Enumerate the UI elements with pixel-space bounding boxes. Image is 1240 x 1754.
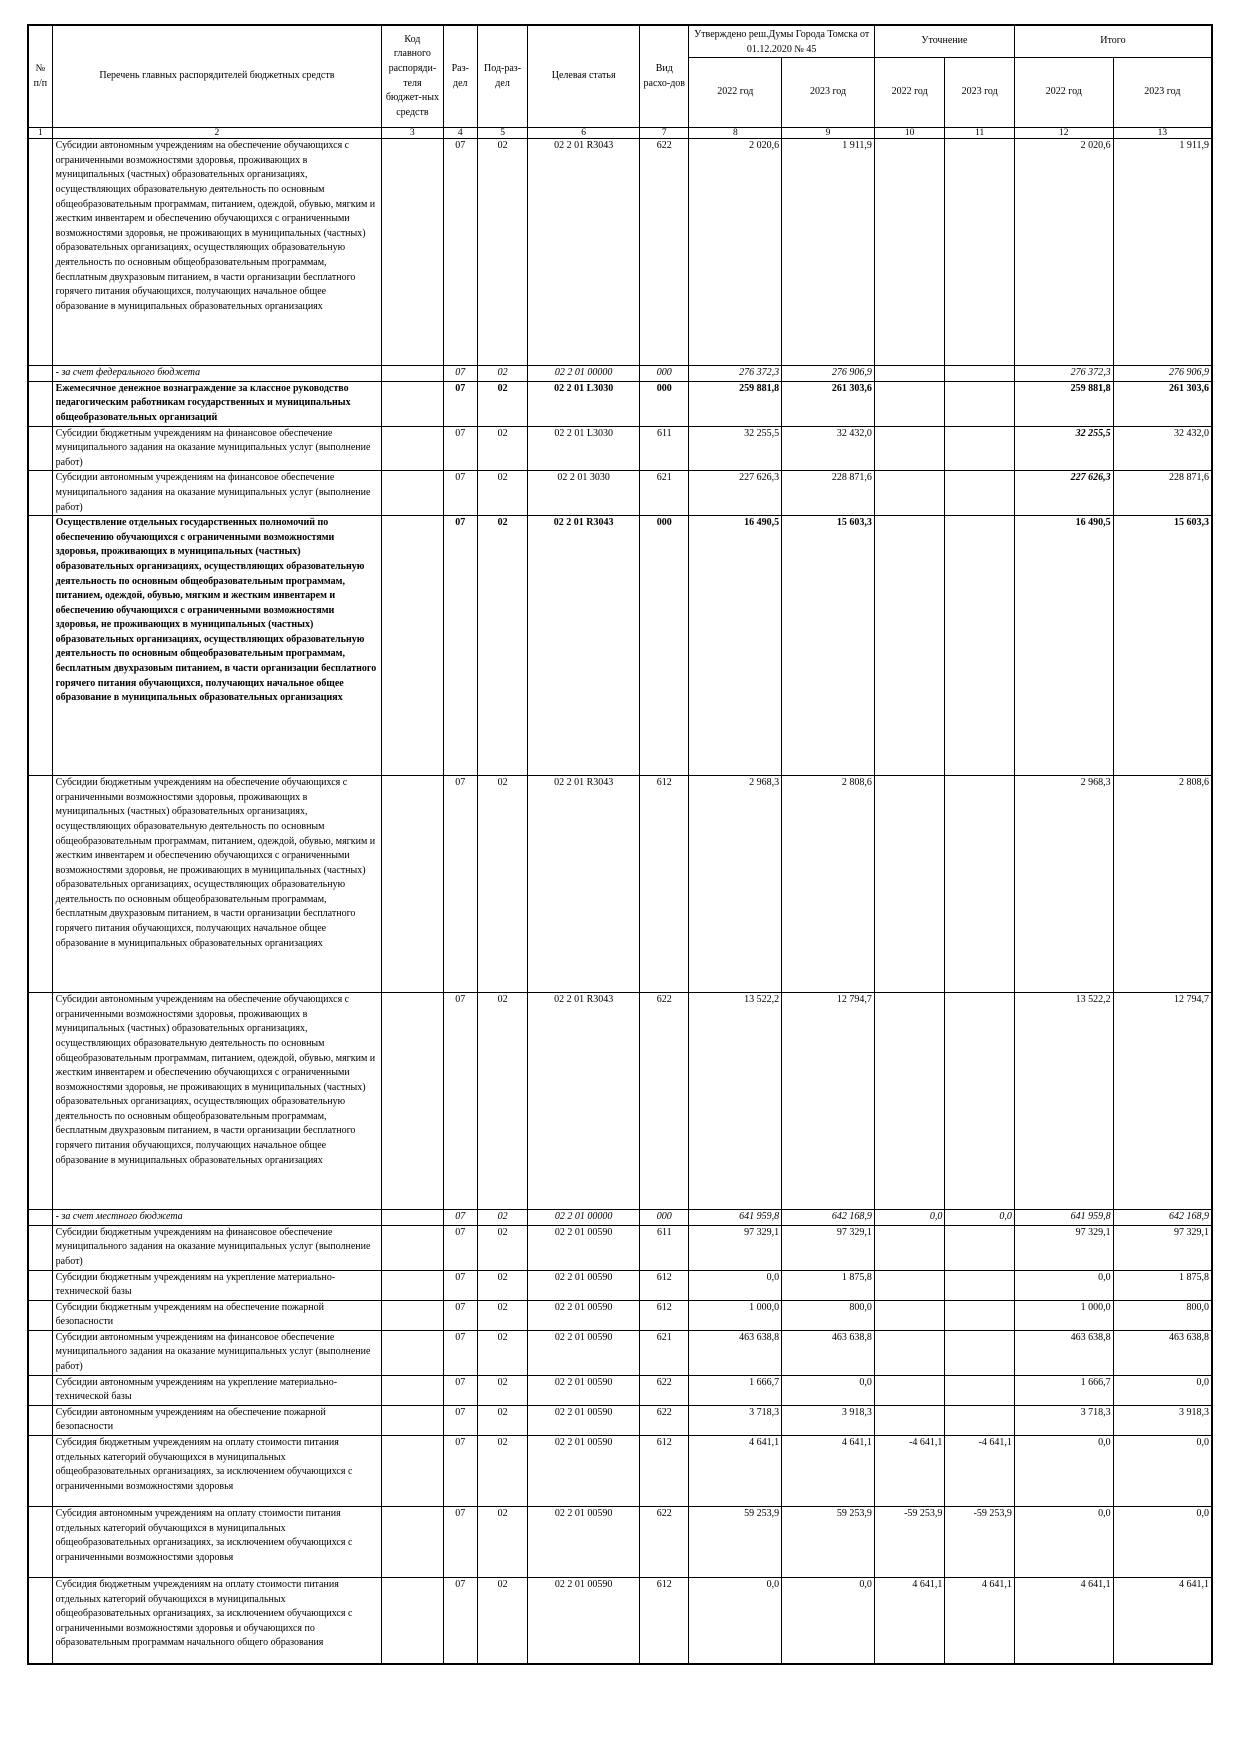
column-number: 2 xyxy=(52,128,382,139)
cell-empty xyxy=(382,366,443,382)
cell-podrazdel: 02 xyxy=(477,139,527,366)
cell-u22 xyxy=(874,993,945,1210)
cell-article: 02 2 01 00590 xyxy=(528,1436,640,1507)
cell-podrazdel: 02 xyxy=(477,993,527,1210)
cell-t22: 97 329,1 xyxy=(1014,1225,1113,1270)
cell-a23: 276 906,9 xyxy=(782,366,875,382)
cell-article: 02 2 01 R3043 xyxy=(528,139,640,366)
cell-a22: 1 000,0 xyxy=(689,1300,782,1330)
cell-article: 02 2 01 00590 xyxy=(528,1578,640,1664)
cell-article: 02 2 01 R3043 xyxy=(528,776,640,993)
cell-u22 xyxy=(874,1225,945,1270)
cell-empty xyxy=(382,993,443,1210)
cell-a22: 97 329,1 xyxy=(689,1225,782,1270)
cell-a23: 0,0 xyxy=(782,1375,875,1405)
cell-t23: 12 794,7 xyxy=(1113,993,1212,1210)
cell-t22: 2 020,6 xyxy=(1014,139,1113,366)
cell-razdel: 07 xyxy=(443,1375,477,1405)
cell-a22: 59 253,9 xyxy=(689,1507,782,1578)
cell-u23 xyxy=(945,366,1015,382)
cell-vid: 621 xyxy=(640,471,689,516)
cell-podrazdel: 02 xyxy=(477,1436,527,1507)
cell-t23: 276 906,9 xyxy=(1113,366,1212,382)
cell-a22: 4 641,1 xyxy=(689,1436,782,1507)
cell-a23: 463 638,8 xyxy=(782,1330,875,1375)
cell-a23: 32 432,0 xyxy=(782,426,875,471)
cell-podrazdel: 02 xyxy=(477,1225,527,1270)
cell-t23: 228 871,6 xyxy=(1113,471,1212,516)
cell-empty xyxy=(382,471,443,516)
cell-u22 xyxy=(874,1405,945,1435)
cell-t23: 642 168,9 xyxy=(1113,1210,1212,1226)
cell-name: - за счет местного бюджета xyxy=(52,1210,382,1226)
cell-a23: 261 303,6 xyxy=(782,381,875,426)
cell-u23: 0,0 xyxy=(945,1210,1015,1226)
cell-a22: 276 372,3 xyxy=(689,366,782,382)
header-total: Итого xyxy=(1014,25,1212,58)
cell-empty xyxy=(382,1405,443,1435)
cell-razdel: 07 xyxy=(443,381,477,426)
cell-razdel: 07 xyxy=(443,1270,477,1300)
cell-a23: 4 641,1 xyxy=(782,1436,875,1507)
cell-razdel: 07 xyxy=(443,516,477,776)
table-row xyxy=(28,471,1212,516)
cell-podrazdel: 02 xyxy=(477,1210,527,1226)
cell-podrazdel: 02 xyxy=(477,1578,527,1664)
column-number: 9 xyxy=(782,128,875,139)
cell-vid: 622 xyxy=(640,139,689,366)
cell-a22: 259 881,8 xyxy=(689,381,782,426)
cell-vid: 000 xyxy=(640,381,689,426)
cell-t23: 0,0 xyxy=(1113,1507,1212,1578)
cell-podrazdel: 02 xyxy=(477,1375,527,1405)
cell-empty xyxy=(382,516,443,776)
cell-name: Субсидии автономным учреждениям на обеспечение обучающихся с ограниченными возможностями здоровья, проживающих в муниципальных (частных) образовательных организациях, осуществляющих образовательную деятельность по основным общеобразовательным программам, питанием, одеждой, обувью, мягким и жестким инвентарем и обеспечению обучающихся с ограниченными возможностями здоровья, не проживающих в муниципальных (частных) образовательных организациях, осуществляющих образовательную деятельность по основным общеобразовательным программам, бесплатным двухразовым питанием, в части организации бесплатного горячего питания обучающихся, получающих начальное общее образование в муниципальных образовательных организациях xyxy=(52,139,382,366)
cell-empty xyxy=(28,1300,52,1330)
cell-u23 xyxy=(945,1225,1015,1270)
cell-u23: -59 253,9 xyxy=(945,1507,1015,1578)
cell-empty xyxy=(382,1225,443,1270)
cell-t22: 3 718,3 xyxy=(1014,1405,1113,1435)
cell-a23: 97 329,1 xyxy=(782,1225,875,1270)
cell-empty xyxy=(28,1375,52,1405)
cell-razdel: 07 xyxy=(443,1436,477,1507)
cell-empty xyxy=(28,1330,52,1375)
cell-name: Субсидия бюджетным учреждениям на оплату стоимости питания отдельных категорий обучающихся в муниципальных общеобразовательных организациях, за исключением обучающихся с ограниченными возможностями здоровья и обучающихся по образовательным программам начального общего образования xyxy=(52,1578,382,1664)
cell-name: Субсидии автономным учреждениям на укрепление материально-технической базы xyxy=(52,1375,382,1405)
cell-podrazdel: 02 xyxy=(477,516,527,776)
table-row xyxy=(28,139,1212,366)
cell-name: Субсидии бюджетным учреждениям на укрепление материально-технической базы xyxy=(52,1270,382,1300)
cell-podrazdel: 02 xyxy=(477,776,527,993)
cell-empty xyxy=(28,1405,52,1435)
cell-name: Субсидии бюджетным учреждениям на обеспечение пожарной безопасности xyxy=(52,1300,382,1330)
cell-u23 xyxy=(945,139,1015,366)
header-name: Перечень главных распорядителей бюджетных средств xyxy=(52,25,382,128)
cell-name: - за счет федерального бюджета xyxy=(52,366,382,382)
column-number: 6 xyxy=(528,128,640,139)
cell-empty xyxy=(28,139,52,366)
cell-empty xyxy=(382,1507,443,1578)
table-row xyxy=(28,1210,1212,1226)
cell-t23: 1 911,9 xyxy=(1113,139,1212,366)
cell-a22: 1 666,7 xyxy=(689,1375,782,1405)
cell-u22: -4 641,1 xyxy=(874,1436,945,1507)
cell-t23: 261 303,6 xyxy=(1113,381,1212,426)
cell-name: Субсидии автономным учреждениям на обеспечение пожарной безопасности xyxy=(52,1405,382,1435)
cell-article: 02 2 01 00590 xyxy=(528,1375,640,1405)
cell-a22: 2 968,3 xyxy=(689,776,782,993)
cell-t22: 276 372,3 xyxy=(1014,366,1113,382)
cell-article: 02 2 01 3030 xyxy=(528,471,640,516)
cell-t22: 463 638,8 xyxy=(1014,1330,1113,1375)
table-row xyxy=(28,1330,1212,1375)
table-row xyxy=(28,1375,1212,1405)
table-row xyxy=(28,1300,1212,1330)
cell-razdel: 07 xyxy=(443,776,477,993)
cell-vid: 000 xyxy=(640,1210,689,1226)
cell-u22 xyxy=(874,426,945,471)
cell-empty xyxy=(28,1225,52,1270)
cell-empty xyxy=(382,776,443,993)
cell-u23 xyxy=(945,516,1015,776)
cell-t22: 641 959,8 xyxy=(1014,1210,1113,1226)
cell-u23 xyxy=(945,1270,1015,1300)
cell-t23: 15 603,3 xyxy=(1113,516,1212,776)
cell-article: 02 2 01 00000 xyxy=(528,1210,640,1226)
cell-t23: 0,0 xyxy=(1113,1436,1212,1507)
table-row xyxy=(28,1270,1212,1300)
cell-podrazdel: 02 xyxy=(477,1270,527,1300)
cell-u22 xyxy=(874,1270,945,1300)
cell-vid: 621 xyxy=(640,1330,689,1375)
cell-t22: 0,0 xyxy=(1014,1507,1113,1578)
cell-a22: 32 255,5 xyxy=(689,426,782,471)
cell-vid: 622 xyxy=(640,993,689,1210)
column-number-row xyxy=(28,128,1212,139)
cell-empty xyxy=(28,1210,52,1226)
cell-name: Субсидии бюджетным учреждениям на обеспечение обучающихся с ограниченными возможностями здоровья, проживающих в муниципальных (частных) образовательных организациях, осуществляющих образовательную деятельность по основным общеобразовательным программам, питанием, одеждой, обувью, мягким и жестким инвентарем и обеспечению обучающихся с ограниченными возможностями здоровья, не проживающих в муниципальных (частных) образовательных организациях, осуществляющих образовательную деятельность по основным общеобразовательным программам, бесплатным двухразовым питанием, в части организации бесплатного горячего питания обучающихся, получающих начальное общее образование в муниципальных образовательных организациях xyxy=(52,776,382,993)
cell-t23: 0,0 xyxy=(1113,1375,1212,1405)
header-approved: Утверждено реш.Думы Города Томска от 01.12.2020 № 45 xyxy=(689,25,874,58)
cell-article: 02 2 01 00590 xyxy=(528,1300,640,1330)
cell-vid: 611 xyxy=(640,1225,689,1270)
table-row xyxy=(28,426,1212,471)
cell-t22: 32 255,5 xyxy=(1014,426,1113,471)
cell-t23: 463 638,8 xyxy=(1113,1330,1212,1375)
cell-empty xyxy=(28,1578,52,1664)
cell-u23 xyxy=(945,1330,1015,1375)
column-number: 3 xyxy=(382,128,443,139)
cell-vid: 000 xyxy=(640,516,689,776)
cell-empty xyxy=(28,1270,52,1300)
cell-u23 xyxy=(945,381,1015,426)
cell-vid: 612 xyxy=(640,1578,689,1664)
cell-a23: 2 808,6 xyxy=(782,776,875,993)
table-row xyxy=(28,1507,1212,1578)
column-number: 4 xyxy=(443,128,477,139)
cell-u23 xyxy=(945,471,1015,516)
cell-u23 xyxy=(945,426,1015,471)
cell-u22 xyxy=(874,1330,945,1375)
cell-t22: 0,0 xyxy=(1014,1270,1113,1300)
cell-empty xyxy=(382,1578,443,1664)
cell-name: Субсидия бюджетным учреждениям на оплату стоимости питания отдельных категорий обучающихся в муниципальных общеобразовательных организациях, за исключением обучающихся с ограниченными возможностями здоровья xyxy=(52,1436,382,1507)
cell-a22: 227 626,3 xyxy=(689,471,782,516)
cell-podrazdel: 02 xyxy=(477,1300,527,1330)
cell-t23: 800,0 xyxy=(1113,1300,1212,1330)
cell-a23: 228 871,6 xyxy=(782,471,875,516)
cell-u22: 0,0 xyxy=(874,1210,945,1226)
column-number: 10 xyxy=(874,128,945,139)
header-year: 2022 год xyxy=(689,58,782,128)
column-number: 5 xyxy=(477,128,527,139)
cell-vid: 612 xyxy=(640,1436,689,1507)
budget-document xyxy=(27,24,1213,1665)
cell-u23 xyxy=(945,1375,1015,1405)
header-refine: Уточнение xyxy=(874,25,1014,58)
cell-u22 xyxy=(874,1300,945,1330)
cell-empty xyxy=(382,1300,443,1330)
cell-u22 xyxy=(874,366,945,382)
cell-a23: 0,0 xyxy=(782,1578,875,1664)
cell-vid: 000 xyxy=(640,366,689,382)
cell-empty xyxy=(28,426,52,471)
cell-t23: 2 808,6 xyxy=(1113,776,1212,993)
cell-t22: 13 522,2 xyxy=(1014,993,1113,1210)
cell-u22 xyxy=(874,516,945,776)
cell-article: 02 2 01 00590 xyxy=(528,1330,640,1375)
cell-empty xyxy=(382,1375,443,1405)
cell-razdel: 07 xyxy=(443,1300,477,1330)
cell-t22: 16 490,5 xyxy=(1014,516,1113,776)
cell-t23: 1 875,8 xyxy=(1113,1270,1212,1300)
cell-empty xyxy=(382,1270,443,1300)
cell-article: 02 2 01 00590 xyxy=(528,1270,640,1300)
cell-t22: 1 000,0 xyxy=(1014,1300,1113,1330)
table-row xyxy=(28,1405,1212,1435)
column-number: 1 xyxy=(28,128,52,139)
column-number: 7 xyxy=(640,128,689,139)
budget-table xyxy=(27,24,1213,1665)
cell-t22: 259 881,8 xyxy=(1014,381,1113,426)
cell-razdel: 07 xyxy=(443,471,477,516)
cell-razdel: 07 xyxy=(443,1225,477,1270)
cell-u22 xyxy=(874,139,945,366)
cell-u23: 4 641,1 xyxy=(945,1578,1015,1664)
cell-article: 02 2 01 L3030 xyxy=(528,426,640,471)
cell-empty xyxy=(382,426,443,471)
cell-podrazdel: 02 xyxy=(477,381,527,426)
cell-empty xyxy=(28,993,52,1210)
cell-vid: 612 xyxy=(640,1270,689,1300)
header-year: 2023 год xyxy=(945,58,1015,128)
cell-a22: 3 718,3 xyxy=(689,1405,782,1435)
table-row xyxy=(28,1578,1212,1664)
header-year: 2023 год xyxy=(1113,58,1212,128)
cell-t23: 32 432,0 xyxy=(1113,426,1212,471)
cell-vid: 612 xyxy=(640,1300,689,1330)
cell-a22: 0,0 xyxy=(689,1270,782,1300)
cell-article: 02 2 01 00590 xyxy=(528,1405,640,1435)
cell-a22: 2 020,6 xyxy=(689,139,782,366)
cell-u22 xyxy=(874,776,945,993)
cell-u23: -4 641,1 xyxy=(945,1436,1015,1507)
cell-a23: 1 911,9 xyxy=(782,139,875,366)
cell-name: Ежемесячное денежное вознаграждение за классное руководство педагогическим работникам государственных и муниципальных общеобразовательных организаций xyxy=(52,381,382,426)
table-row xyxy=(28,366,1212,382)
cell-razdel: 07 xyxy=(443,1330,477,1375)
cell-a22: 641 959,8 xyxy=(689,1210,782,1226)
cell-article: 02 2 01 R3043 xyxy=(528,516,640,776)
cell-empty xyxy=(28,471,52,516)
cell-vid: 612 xyxy=(640,776,689,993)
header-year: 2022 год xyxy=(1014,58,1113,128)
cell-a22: 13 522,2 xyxy=(689,993,782,1210)
cell-empty xyxy=(28,1507,52,1578)
cell-u23 xyxy=(945,1300,1015,1330)
header-num: № п/п xyxy=(28,25,52,128)
header-code: Код главного распоряди-теля бюджет-ных средств xyxy=(382,25,443,128)
cell-vid: 622 xyxy=(640,1405,689,1435)
cell-vid: 622 xyxy=(640,1375,689,1405)
cell-a23: 642 168,9 xyxy=(782,1210,875,1226)
cell-a23: 1 875,8 xyxy=(782,1270,875,1300)
cell-podrazdel: 02 xyxy=(477,366,527,382)
cell-t22: 1 666,7 xyxy=(1014,1375,1113,1405)
cell-u22: -59 253,9 xyxy=(874,1507,945,1578)
cell-podrazdel: 02 xyxy=(477,1330,527,1375)
cell-name: Осуществление отдельных государственных полномочий по обеспечению обучающихся с ограниченными возможностями здоровья, проживающих в муниципальных (частных) образовательных организациях, осуществляющих образовательную деятельность по основным общеобразовательным программам, питанием, одеждой, обувью, мягким и жестким инвентарем и обеспечению обучающихся с ограниченными возможностями здоровья, не проживающих в муниципальных (частных) образовательных организациях, осуществляющих образовательную деятельность по основным общеобразовательным программам, бесплатным двухразовым питанием, в части организации бесплатного горячего питания обучающихся, получающих начальное общее образование в муниципальных образовательных организациях xyxy=(52,516,382,776)
cell-vid: 622 xyxy=(640,1507,689,1578)
cell-empty xyxy=(382,139,443,366)
cell-name: Субсидии автономным учреждениям на обеспечение обучающихся с ограниченными возможностями здоровья, проживающих в муниципальных (частных) образовательных организациях, осуществляющих образовательную деятельность по основным общеобразовательным программам, питанием, одеждой, обувью, мягким и жестким инвентарем и обеспечению обучающихся с ограниченными возможностями здоровья, не проживающих в муниципальных (частных) образовательных организациях, осуществляющих образовательную деятельность по основным общеобразовательным программам, бесплатным двухразовым питанием, в части организации бесплатного горячего питания обучающихся, получающих начальное общее образование в муниципальных образовательных организациях xyxy=(52,993,382,1210)
column-number: 8 xyxy=(689,128,782,139)
cell-t23: 97 329,1 xyxy=(1113,1225,1212,1270)
cell-t22: 0,0 xyxy=(1014,1436,1113,1507)
cell-empty xyxy=(382,1330,443,1375)
cell-empty xyxy=(28,516,52,776)
cell-empty xyxy=(28,381,52,426)
cell-a23: 3 918,3 xyxy=(782,1405,875,1435)
cell-empty xyxy=(28,776,52,993)
cell-u23 xyxy=(945,776,1015,993)
cell-t23: 4 641,1 xyxy=(1113,1578,1212,1664)
cell-u22 xyxy=(874,471,945,516)
cell-a23: 12 794,7 xyxy=(782,993,875,1210)
cell-t23: 3 918,3 xyxy=(1113,1405,1212,1435)
cell-article: 02 2 01 R3043 xyxy=(528,993,640,1210)
cell-name: Субсидии бюджетным учреждениям на финансовое обеспечение муниципального задания на оказание муниципальных услуг (выполнение работ) xyxy=(52,426,382,471)
cell-podrazdel: 02 xyxy=(477,1405,527,1435)
table-row xyxy=(28,516,1212,776)
column-number: 11 xyxy=(945,128,1015,139)
cell-article: 02 2 01 L3030 xyxy=(528,381,640,426)
cell-razdel: 07 xyxy=(443,1578,477,1664)
cell-name: Субсидии бюджетным учреждениям на финансовое обеспечение муниципального задания на оказание муниципальных услуг (выполнение работ) xyxy=(52,1225,382,1270)
cell-razdel: 07 xyxy=(443,1507,477,1578)
cell-empty xyxy=(28,366,52,382)
cell-u23 xyxy=(945,993,1015,1210)
cell-name: Субсидии автономным учреждениям на финансовое обеспечение муниципального задания на оказание муниципальных услуг (выполнение работ) xyxy=(52,471,382,516)
cell-name: Субсидия автономным учреждениям на оплату стоимости питания отдельных категорий обучающихся в муниципальных общеобразовательных организациях, за исключением обучающихся с ограниченными возможностями здоровья xyxy=(52,1507,382,1578)
cell-vid: 611 xyxy=(640,426,689,471)
cell-article: 02 2 01 00590 xyxy=(528,1225,640,1270)
cell-podrazdel: 02 xyxy=(477,426,527,471)
cell-empty xyxy=(382,1210,443,1226)
cell-razdel: 07 xyxy=(443,426,477,471)
cell-razdel: 07 xyxy=(443,139,477,366)
cell-a23: 800,0 xyxy=(782,1300,875,1330)
cell-a22: 0,0 xyxy=(689,1578,782,1664)
cell-a23: 15 603,3 xyxy=(782,516,875,776)
cell-razdel: 07 xyxy=(443,1210,477,1226)
table-row xyxy=(28,1436,1212,1507)
cell-u22: 4 641,1 xyxy=(874,1578,945,1664)
table-row xyxy=(28,993,1212,1210)
header-year: 2023 год xyxy=(782,58,875,128)
cell-t22: 227 626,3 xyxy=(1014,471,1113,516)
cell-t22: 2 968,3 xyxy=(1014,776,1113,993)
cell-article: 02 2 01 00000 xyxy=(528,366,640,382)
cell-empty xyxy=(382,381,443,426)
cell-podrazdel: 02 xyxy=(477,471,527,516)
cell-u23 xyxy=(945,1405,1015,1435)
cell-razdel: 07 xyxy=(443,993,477,1210)
cell-u22 xyxy=(874,381,945,426)
cell-name: Субсидии автономным учреждениям на финансовое обеспечение муниципального задания на оказание муниципальных услуг (выполнение работ) xyxy=(52,1330,382,1375)
header-year: 2022 год xyxy=(874,58,945,128)
cell-razdel: 07 xyxy=(443,1405,477,1435)
cell-a22: 16 490,5 xyxy=(689,516,782,776)
table-row xyxy=(28,1225,1212,1270)
table-body xyxy=(28,128,1212,1664)
header-article: Целевая статья xyxy=(528,25,640,128)
column-number: 12 xyxy=(1014,128,1113,139)
header-razdel: Раз-дел xyxy=(443,25,477,128)
cell-a23: 59 253,9 xyxy=(782,1507,875,1578)
cell-empty xyxy=(28,1436,52,1507)
table-row xyxy=(28,776,1212,993)
cell-empty xyxy=(382,1436,443,1507)
column-number: 13 xyxy=(1113,128,1212,139)
cell-a22: 463 638,8 xyxy=(689,1330,782,1375)
cell-article: 02 2 01 00590 xyxy=(528,1507,640,1578)
cell-t22: 4 641,1 xyxy=(1014,1578,1113,1664)
cell-podrazdel: 02 xyxy=(477,1507,527,1578)
cell-razdel: 07 xyxy=(443,366,477,382)
table-row xyxy=(28,381,1212,426)
header-podrazdel: Под-раз-дел xyxy=(477,25,527,128)
cell-u22 xyxy=(874,1375,945,1405)
header-vid: Вид расхо-дов xyxy=(640,25,689,128)
